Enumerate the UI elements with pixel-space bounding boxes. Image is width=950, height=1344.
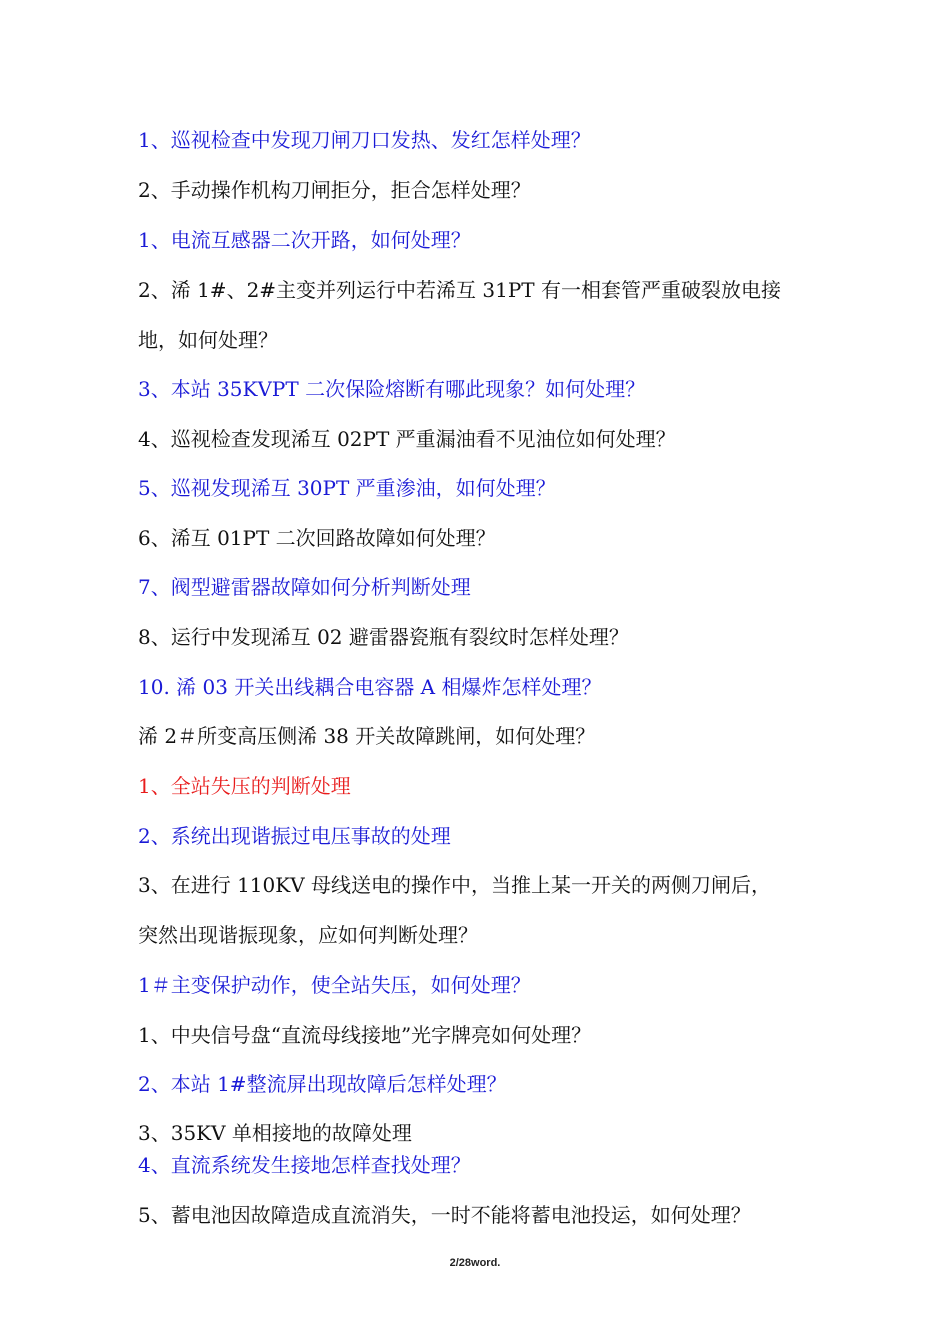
page-footer: 2/28word. <box>449 1257 501 1269</box>
question-line: 3、在进行 110KV 母线送电的操作中，当推上某一开关的两侧刀闸后， <box>138 873 771 897</box>
question-line: 5、蓄电池因故障造成直流消失，一时不能将蓄电池投运，如何处理？ <box>138 1203 751 1227</box>
question-line: 7、阀型避雷器故障如何分析判断处理 <box>138 575 471 599</box>
question-line: 1、电流互感器二次开路，如何处理？ <box>138 228 471 252</box>
question-line: 4、巡视检查发现浠互 02PT 严重漏油看不见油位如何处理？ <box>138 427 676 451</box>
question-line: 3、35KV 单相接地的故障处理 <box>138 1121 412 1145</box>
question-line: 10. 浠 03 开关出线耦合电容器 A 相爆炸怎样处理？ <box>138 675 602 699</box>
question-line: 2、本站 1#整流屏出现故障后怎样处理？ <box>138 1072 507 1096</box>
question-line-continuation: 突然出现谐振现象，应如何判断处理？ <box>138 923 478 947</box>
question-line: 2、手动操作机构刀闸拒分，拒合怎样处理？ <box>138 178 531 202</box>
question-line: 3、本站 35KVPT 二次保险熔断有哪此现象？如何处理？ <box>138 377 646 401</box>
section-heading: 1、全站失压的判断处理 <box>138 774 351 798</box>
question-line: 1＃主变保护动作，使全站失压，如何处理？ <box>138 973 531 997</box>
question-line: 1、中央信号盘“直流母线接地”光字牌亮如何处理？ <box>138 1023 592 1047</box>
question-line: 2、系统出现谐振过电压事故的处理 <box>138 824 451 848</box>
question-line: 5、巡视发现浠互 30PT 严重渗油，如何处理？ <box>138 476 556 500</box>
question-line: 8、运行中发现浠互 02 避雷器瓷瓶有裂纹时怎样处理？ <box>138 625 629 649</box>
question-line: 6、浠互 01PT 二次回路故障如何处理？ <box>138 526 496 550</box>
question-line: 4、直流系统发生接地怎样查找处理？ <box>138 1153 471 1177</box>
question-line: 1、巡视检查中发现刀闸刀口发热、发红怎样处理？ <box>138 128 591 152</box>
question-line-continuation: 地，如何处理？ <box>138 328 278 352</box>
question-line: 浠 2＃所变高压侧浠 38 开关故障跳闸，如何处理？ <box>138 724 596 748</box>
question-line: 2、浠 1#、2#主变并列运行中若浠互 31PT 有一相套管严重破裂放电接 <box>138 278 782 302</box>
